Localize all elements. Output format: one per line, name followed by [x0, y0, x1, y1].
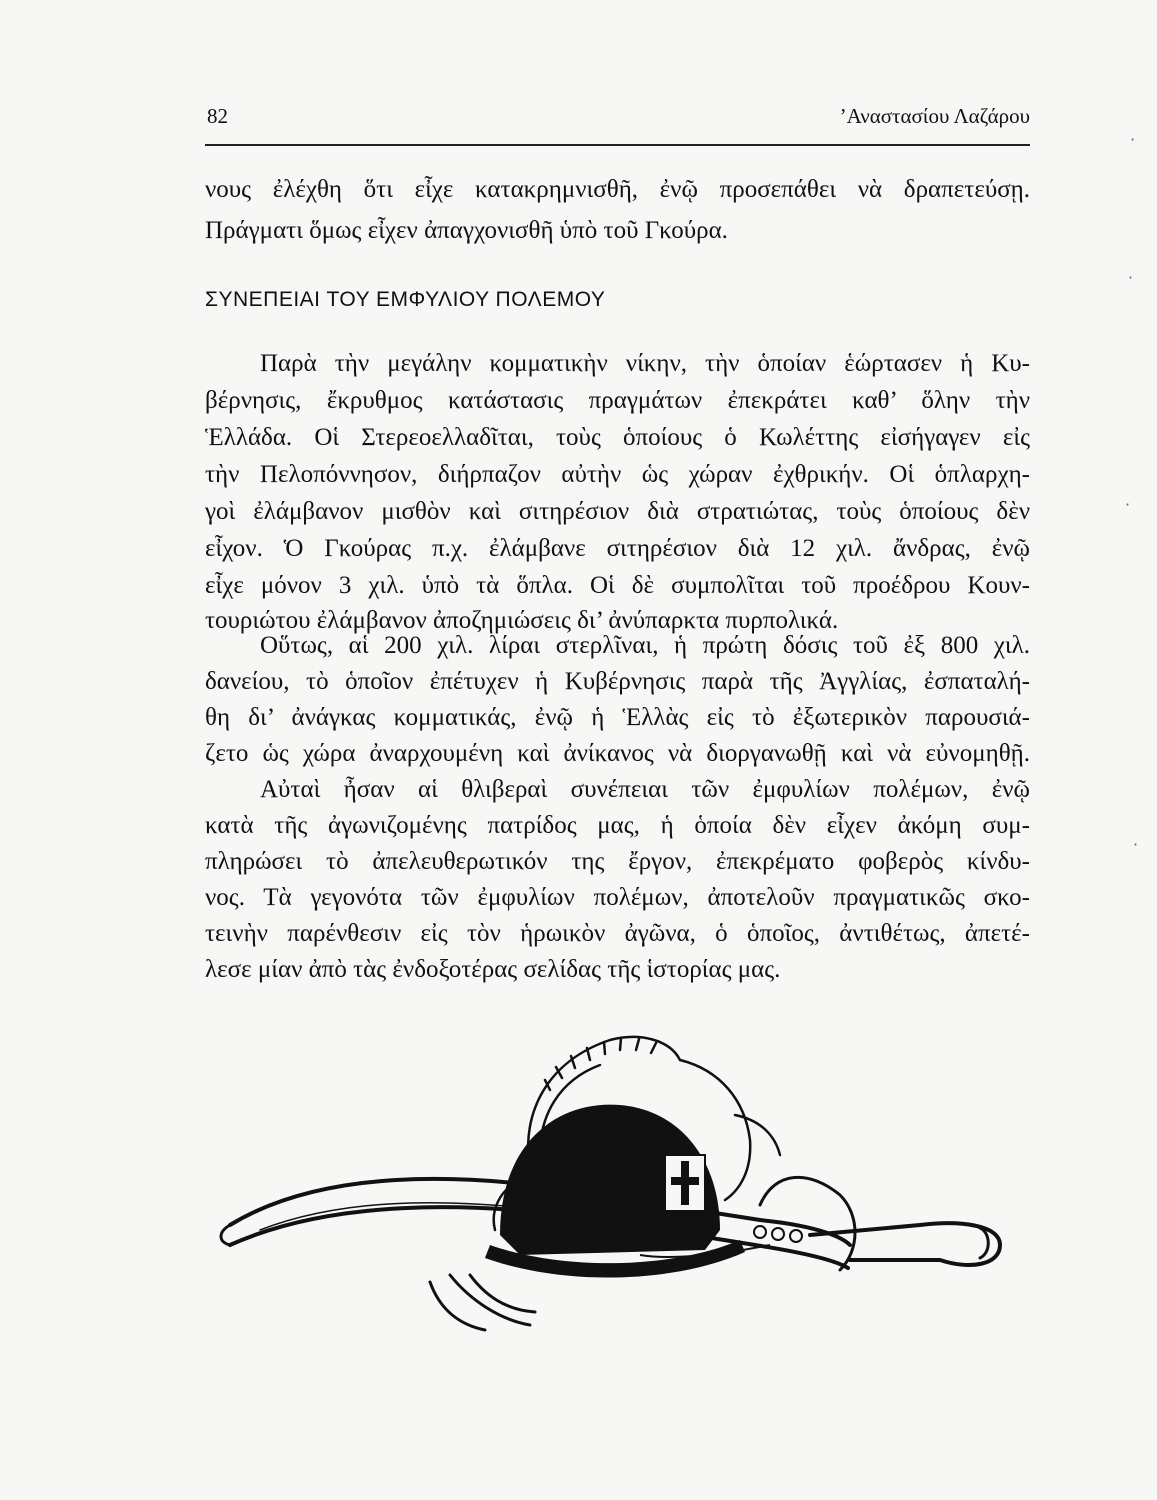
paragraph-line: εἶχε μόνον 3 χιλ. ὑπὸ τὰ ὅπλα. Οἱ δὲ συμπολῖται τοῦ προέδρου Κουν- — [205, 572, 1030, 599]
paragraph-line: γοὶ ἐλάμβανον μισθὸν καὶ σιτηρέσιον διὰ στρατιώτας, τοὺς ὁποίους δὲν — [205, 498, 1030, 525]
paragraph-line: ζετο ὡς χώρα ἀναρχουμένη καὶ ἀνίκανος νὰ διοργανωθῇ καὶ νὰ εὐνομηθῇ. — [205, 740, 1030, 767]
margin-mark: · — [1130, 130, 1136, 149]
helmet-and-sabre-vignette-icon — [200, 1020, 1010, 1340]
paragraph-line: θη δι’ ἀνάγκας κομματικάς, ἐνῷ ἡ Ἑλλὰς εἰς τὸ ἐξωτερικὸν παρουσιά- — [205, 704, 1030, 731]
margin-mark: · — [1125, 495, 1131, 514]
paragraph-line: τουριώτου ἐλάμβανον ἀποζημιώσεις δι’ ἀνύπαρκτα πυρπολικά. — [205, 607, 839, 634]
paragraph-line: Πράγματι ὅμως εἶχεν ἀπαγχονισθῆ ὑπὸ τοῦ Γκούρα. — [205, 217, 728, 244]
page-number: 82 — [207, 104, 228, 128]
paragraph-line: κατὰ τῆς ἀγωνιζομένης πατρίδος μας, ἡ ὁποία δὲν εἶχεν ἀκόμη συμ- — [205, 812, 1030, 839]
paragraph-line: δανείου, τὸ ὁποῖον ἐπέτυχεν ἡ Κυβέρνησις παρὰ τῆς Ἀγγλίας, ἐσπαταλή- — [205, 668, 1030, 695]
paragraph-line: βέρνησις, ἔκρυθμος κατάστασις πραγμάτων ἐπεκράτει καθ’ ὅλην τὴν — [205, 387, 1030, 414]
paragraph-line: νος. Τὰ γεγονότα τῶν ἐμφυλίων πολέμων, ἀποτελοῦν πραγματικῶς σκο- — [205, 884, 1030, 911]
margin-mark: · — [1128, 268, 1134, 287]
paragraph-line: Αὐταὶ ἦσαν αἱ θλιβεραὶ συνέπειαι τῶν ἐμφυλίων πολέμων, ἐνῷ — [260, 776, 1030, 803]
section-heading: ΣΥΝΕΠΕΙΑΙ ΤΟΥ ΕΜΦΥΛΙΟΥ ΠΟΛΕΜΟΥ — [205, 288, 606, 311]
paragraph-line: Οὕτως, αἱ 200 χιλ. λίραι στερλῖναι, ἡ πρώτη δόσις τοῦ ἐξ 800 χιλ. — [260, 632, 1030, 659]
paragraph-line: τεινὴν παρένθεσιν εἰς τὸν ἡρωικὸν ἀγῶνα, ὁ ὁποῖος, ἀντιθέτως, ἀπετέ- — [205, 920, 1030, 947]
paragraph-line: πληρώσει τὸ ἀπελευθερωτικόν της ἔργον, ἐπεκρέματο φοβερὸς κίνδυ- — [205, 848, 1030, 875]
paragraph-line: εἶχον. Ὁ Γκούρας π.χ. ἐλάμβανε σιτηρέσιον διὰ 12 χιλ. ἄνδρας, ἐνῷ — [205, 535, 1030, 562]
paragraph-line: Ἑλλάδα. Οἱ Στερεοελλαδῖται, τοὺς ὁποίους ὁ Κωλέττης εἰσήγαγεν εἰς — [205, 424, 1030, 451]
paragraph-line: νους ἐλέχθη ὅτι εἶχε κατακρημνισθῆ, ἐνῷ προσεπάθει νὰ δραπετεύσῃ. — [205, 176, 1030, 203]
running-title: ’Αναστασίου Λαζάρου — [839, 104, 1030, 128]
paragraph-line: Παρὰ τὴν μεγάλην κομματικὴν νίκην, τὴν ὁποίαν ἑώρτασεν ἡ Κυ- — [260, 350, 1030, 377]
paragraph-line: τὴν Πελοπόννησον, διήρπαζον αὐτὴν ὡς χώραν ἐχθρικήν. Οἱ ὁπλαρχη- — [205, 461, 1030, 488]
page-header — [205, 104, 1030, 146]
margin-mark: · — [1133, 835, 1139, 854]
paragraph-line: λεσε μίαν ἀπὸ τὰς ἐνδοξοτέρας σελίδας τῆς ἱστορίας μας. — [205, 956, 781, 983]
